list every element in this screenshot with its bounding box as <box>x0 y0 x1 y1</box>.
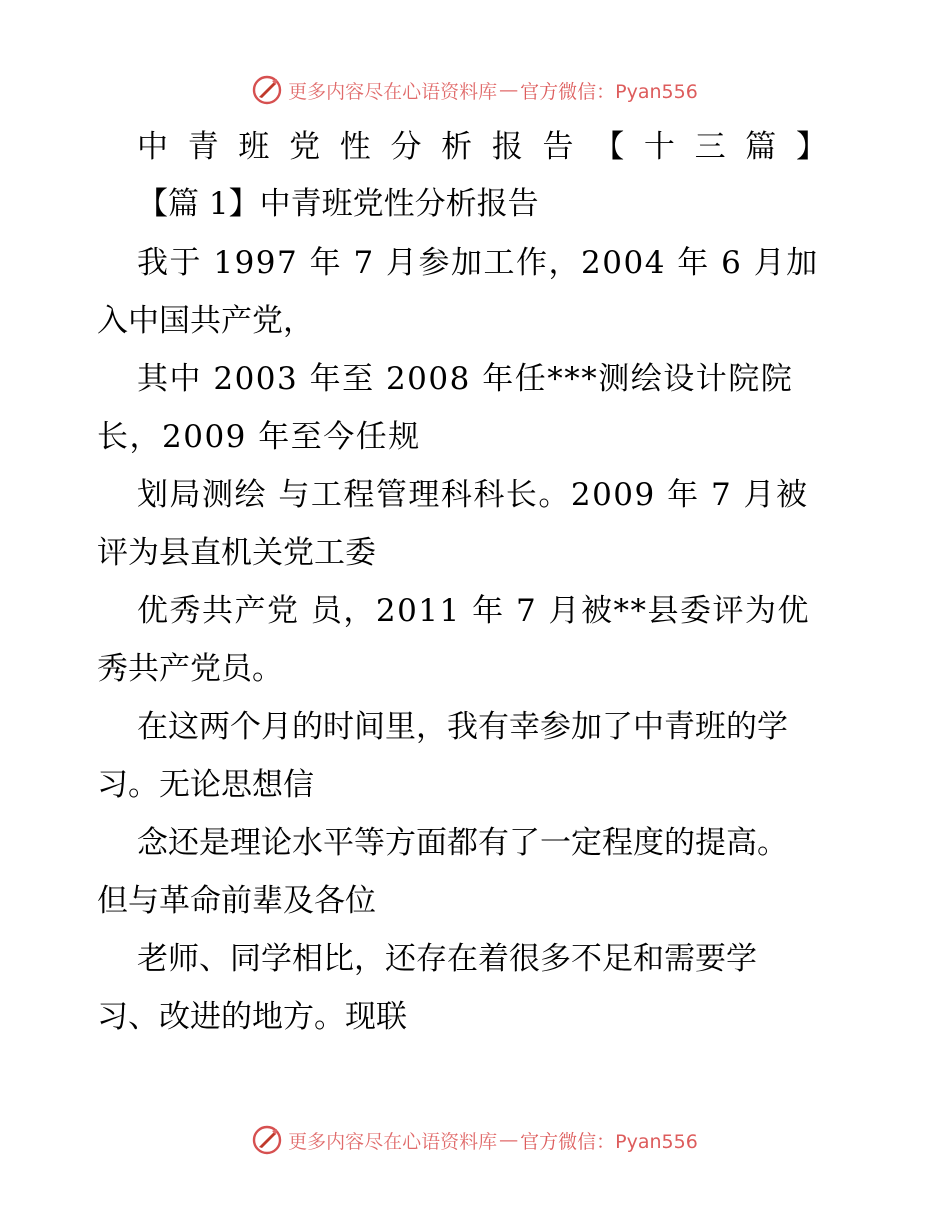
title-char: 【 <box>593 129 625 165</box>
watermark-separator: — <box>499 79 519 101</box>
watermark-text: 更多内容尽在心语资料库 <box>288 80 498 103</box>
title-char: 性 <box>339 129 371 165</box>
paragraph-line: 念还是理论水平等方面都有了一定程度的提高。 <box>137 825 788 861</box>
title-char: 青 <box>187 129 219 165</box>
watermark-contact: 官方微信：Pyan556 <box>520 1130 698 1153</box>
paragraph-line: 习。无论思想信 <box>97 767 314 803</box>
title-char: 班 <box>238 129 270 165</box>
title-char: 三 <box>694 129 726 165</box>
title-char: 篇 <box>745 129 777 165</box>
title-char: 中 <box>137 129 168 165</box>
paragraph-line: 其中 2003 年至 2008 年任***测绘设计院院 <box>137 361 794 397</box>
paragraph-line: 优秀共产党 员，2011 年 7 月被**县委评为优 <box>137 593 811 629</box>
title-char: 告 <box>542 129 574 165</box>
title-char: 党 <box>289 129 321 165</box>
paragraph-line: 老师、同学相比，还存在着很多不足和需要学 <box>137 941 757 977</box>
footer-watermark <box>0 1120 950 1160</box>
paragraph-line: 秀共产党员。 <box>97 651 283 687</box>
header-watermark <box>0 70 950 110</box>
paragraph-line: 划局测绘 与工程管理科科长。2009 年 7 月被 <box>137 477 809 513</box>
title-char: 报 <box>491 129 523 165</box>
paragraph-line: 习、改进的地方。现联 <box>97 999 407 1035</box>
quill-logo-icon <box>252 1125 282 1155</box>
paragraph-line: 在这两个月的时间里，我有幸参加了中青班的学 <box>137 709 788 745</box>
title-char: 分 <box>390 129 422 165</box>
title-char: 】 <box>795 129 827 165</box>
document-title <box>137 122 827 172</box>
paragraph-line: 评为县直机关党工委 <box>97 535 376 571</box>
watermark-contact: 官方微信：Pyan556 <box>520 80 698 103</box>
quill-logo-icon <box>252 75 282 105</box>
paragraph-line: 我于 1997 年 7 月参加工作，2004 年 6 月加 <box>137 245 819 281</box>
paragraph-line: 但与革命前辈及各位 <box>97 883 376 919</box>
section-heading: 【篇 1】中青班党性分析报告 <box>137 186 539 222</box>
paragraph-line: 长，2009 年至今任规 <box>97 419 421 455</box>
title-char: 十 <box>643 129 675 165</box>
watermark-text: 更多内容尽在心语资料库 <box>288 1130 498 1153</box>
paragraph-line: 入中国共产党， <box>97 303 314 339</box>
title-char: 析 <box>441 129 473 165</box>
watermark-separator: — <box>499 1129 519 1151</box>
